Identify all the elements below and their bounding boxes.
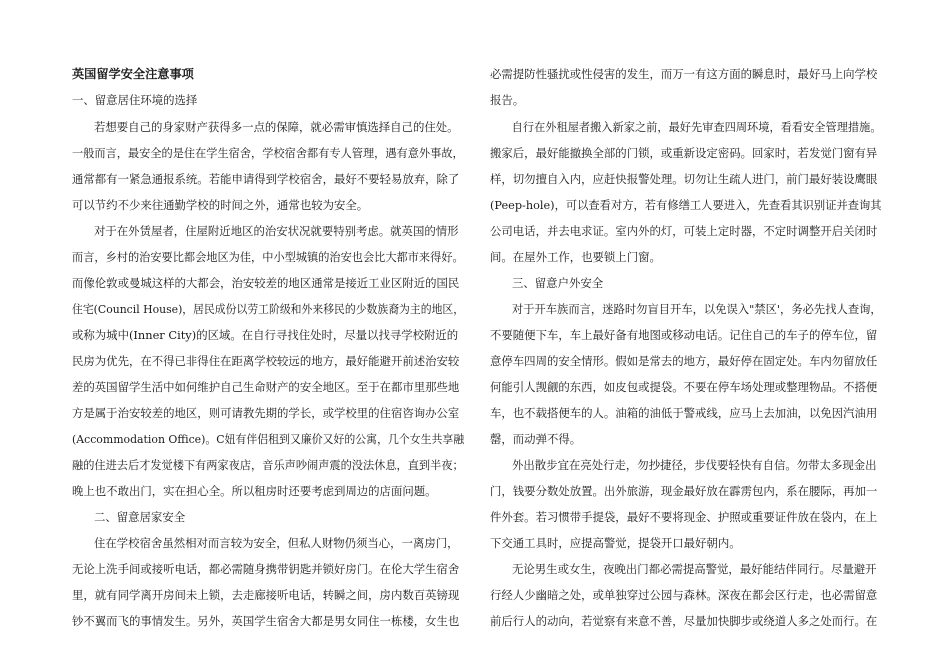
text-line: 而像伦敦或曼城这样的大都会，治安较差的地区通常是接近工业区附近的国民 (72, 276, 460, 290)
text-line: 自行在外租屋者搬入新家之前，最好先审查四周环境，看看安全管理措施。 (511, 120, 882, 134)
text-line: 钞不翼而飞的事情发生。另外，英国学生宿舍大都是男女同住一栋楼，女生也 (72, 614, 460, 628)
text-line: 若想要自己的身家财产获得多一点的保障，就必需审慎选择自己的住处。 (94, 120, 459, 134)
text-line: 间。在屋外工作，也要锁上门窗。 (490, 250, 661, 264)
text-line: 对于开车族而言，迷路时勿盲目开车，以免误入"禁区'，务必先找人查询， (511, 302, 882, 316)
text-line: 意停车四周的安全情形。假如是常去的地方，最好停在固定处。车内勿留放任 (490, 354, 878, 368)
text-line: 一般而言，最安全的是住在学生宿舍，学校宿舍都有专人管理，遇有意外事故， (72, 146, 464, 160)
text-line: 车，也不载搭便车的人。油箱的油低于警戒线，应马上去加油，以免因汽油用 (490, 406, 878, 420)
text-line: 无论上洗手间或接听电话，都必需随身携带钥匙并锁好房门。在伦大学生宿舍 (72, 562, 460, 576)
text-line: 样，切勿擅自入内，应赶快报警处理。切勿让生疏人进门，前门最好装设鹰眼 (490, 172, 878, 186)
text-line: 通常都有一紧急通报系统。若能申请得到学校宿舍，最好不要轻易放弃，除了 (72, 172, 460, 186)
text-line: 公司电话，并去电求证。室内外的灯，可装上定时器，不定时调整开启关闭时 (490, 224, 878, 238)
text-line: 何能引人觊觎的东西，如皮包或提袋。不要在停车场处理或整理物品。不搭便 (490, 380, 878, 394)
text-line: 门，钱要分数处放置。出外旅游，现金最好放在霹雳包内，系在腰际，再加一 (490, 484, 878, 498)
text-line: 民房为优先，在不得已非得住在距离学校较远的地方，最好能避开前述治安较 (72, 354, 460, 368)
text-line: 里，就有同学离开房间未上锁，去走廊接听电话，转瞬之间，房内数百英镑现 (72, 588, 460, 602)
text-line: 必需提防性骚扰或性侵害的发生，而万一有这方面的瞬息时，最好马上向学校 (490, 67, 878, 81)
text-line: 罄，而动弹不得。 (490, 432, 582, 446)
text-line: 住在学校宿舍虽然相对而言较为安全，但私人财物仍须当心，一离房门， (94, 536, 459, 550)
text-line: 下交通工具时，应提高警觉，提袋开口最好朝内。 (490, 536, 741, 550)
text-line: 而言，乡村的治安要比都会地区为佳，中小型城镇的治安也会比大都市来得好。 (72, 250, 464, 264)
text-line: 晚上也不敢出门，实在担心全。所以租房时还要考虑到周边的店面问题。 (72, 484, 437, 498)
text-line: 或称为城中(Inner City)的区域。在自行寻找住处时，尽量以找寻学校附近的 (72, 328, 459, 342)
text-line: 可以节约不少来往通勤学校的时间之外，通常也较为安全。 (72, 198, 369, 212)
text-line: 件外套。若习惯带手提袋，最好不要将现金、护照或重要证件放在袋内，在上 (490, 510, 878, 524)
text-line: 前后行人的动向，若觉察有来意不善，尽量加快脚步或绕道人多之处而行。在 (490, 614, 878, 628)
text-line: 报告。 (490, 93, 525, 107)
section-heading: 三、留意户外安全 (512, 276, 604, 290)
text-line: (Peep-hole)，可以查看对方，若有修缮工人要进入，先查看其识别证并查询其 (490, 198, 882, 212)
text-line: 无论男生或女生，夜晚出门都必需提高警觉，最好能结伴同行。尽量避开 (512, 562, 877, 576)
text-line: 差的英国留学生活中如何维护自己生命财产的安全地区。至于在都市里那些地 (72, 380, 460, 394)
document-title: 英国留学安全注意事项 (72, 67, 194, 81)
text-line: 融的住进去后才发觉楼下有两家夜店，音乐声吵闹声震的没法休息，直到半夜； (72, 458, 464, 472)
text-line: 对于在外赁屋者，住屋附近地区的治安状况就要特别考虑。就英国的情形 (94, 224, 459, 238)
text-line: 方是属于治安较差的地区，则可请教先期的学长，或学校里的住宿咨询办公室 (72, 406, 460, 420)
text-line: (Accommodation Office)。C妞有伴侣租到又廉价又好的公寓，几个女生共享融 (72, 432, 465, 446)
text-line: 搬家后，最好能撤换全部的门锁，或重新设定密码。回家时，若发觉门窗有异 (490, 146, 878, 160)
text-line: 外出散步宜在亮处行走，勿抄捷径，步伐要轻快有自信。勿带太多现金出 (512, 458, 877, 472)
section-heading: 二、留意居家安全 (94, 510, 186, 524)
section-heading: 一、留意居住环境的选择 (72, 93, 198, 107)
text-line: 住宅(Council House)，居民成份以劳工阶级和外来移民的少数族裔为主的地区， (72, 302, 465, 316)
text-line: 不要随便下车，车上最好备有地图或移动电话。记住自己的车子的停车位，留 (490, 328, 878, 342)
text-line: 行经人少幽暗之处，或单独穿过公园与森林。深夜在都会区行走，也必需留意 (490, 588, 878, 602)
